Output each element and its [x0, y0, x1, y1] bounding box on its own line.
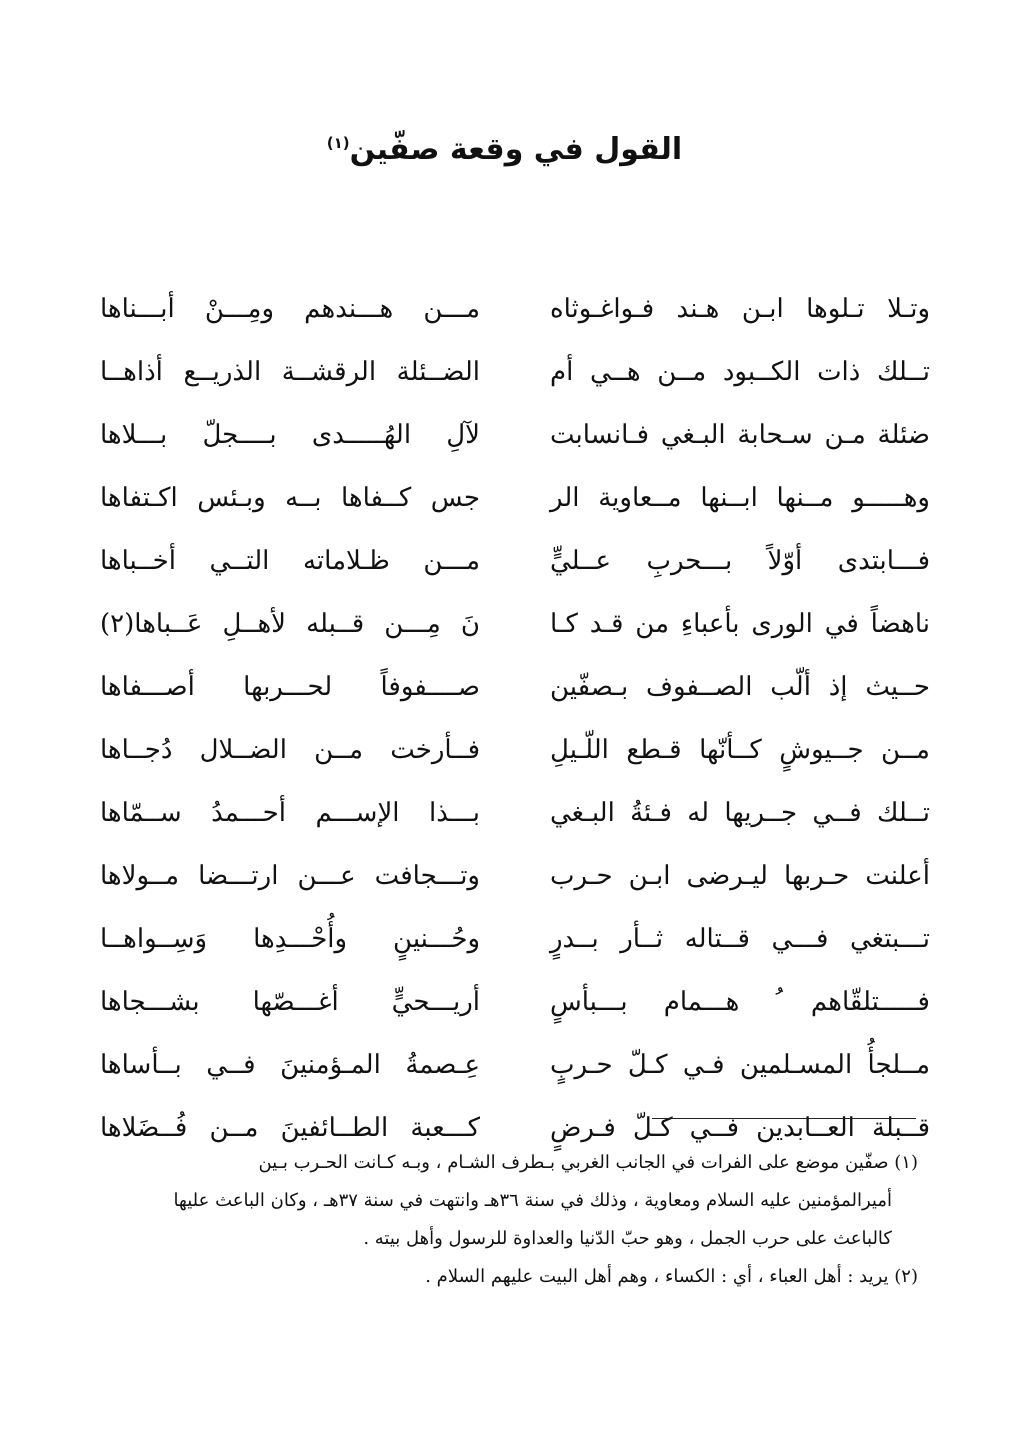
footnote-1-line-1: (١) صفّين موضع على الفرات في الجانب الغربي بـطرف الشـام ، وبـه كـانت الحـرب بـين	[258, 1152, 918, 1173]
footnote-divider	[652, 1118, 916, 1119]
verse-first-hemistich: قــبلة العــابدين فــي كـلّ فـرضٍ	[550, 1113, 930, 1143]
verse-first-hemistich: وهـــــو مــنها ابــنها مــعاوية الر	[550, 483, 930, 513]
verse-second-hemistich: مـــن ظـلاماته التــي أخــباها	[100, 546, 480, 576]
verse	[90, 922, 930, 985]
poem	[90, 292, 930, 1174]
verse-first-hemistich: ضئلة مـن سـحابة البـغي فـانسابت	[550, 420, 930, 450]
verse-first-hemistich: أعلنت حـربها ليـرضى ابـن حـرب	[550, 861, 930, 891]
verse-second-hemistich: فــأرخت مــن الضــلال دُجــاها	[100, 735, 480, 765]
footnote-1-line-2: أميرالمؤمنين عليه السلام ومعاوية ، وذلك في سنة ٣٦هـ وانتهت في سنة ٣٧هـ ، وكان الباعث عليها	[173, 1190, 892, 1211]
verse-second-hemistich: جس كــفاها بــه وبـئس اكـتفاها	[100, 483, 480, 513]
verse-second-hemistich: أريـــحيٍّ أغـــصّها بشـــجاها	[100, 987, 480, 1017]
verse	[90, 733, 930, 796]
verse	[90, 985, 930, 1048]
verse	[90, 607, 930, 670]
verse-second-hemistich: الضــئلة الرقشــة الذريــع أذاهــا	[100, 357, 480, 387]
verse-first-hemistich: وتـلا تـلوها ابـن هـند فـواغـوثاه	[550, 294, 930, 324]
verse	[90, 418, 930, 481]
verse-second-hemistich: عِـصمةُ المـؤمنينَ فــي بــأساها	[100, 1050, 480, 1080]
title-text: القول في وقعة صفّين	[349, 132, 683, 167]
footnote-1-line-3: كالباعث على حرب الجمل ، وهو حبّ الدّنيا والعداوة للرسول وأهل بيته .	[363, 1228, 892, 1249]
footnote-2	[92, 1258, 918, 1296]
footnotes	[92, 1144, 918, 1296]
verse-first-hemistich: حــيث إذ ألّب الصــفوف بـصفّين	[550, 672, 930, 702]
verse	[90, 292, 930, 355]
verse	[90, 544, 930, 607]
verse	[90, 355, 930, 418]
verse	[90, 1048, 930, 1111]
verse-second-hemistich: وتـــجافت عـــن ارتـــضا مــولاها	[100, 861, 480, 891]
verse	[90, 796, 930, 859]
footnote-1	[92, 1144, 918, 1258]
verse-second-hemistich: مـــن هـــندهم ومِـــنْ أبـــناها	[100, 294, 480, 324]
verse-second-hemistich: لآلِ الهُـــــدى بــــجلّ بـــلاها	[100, 420, 480, 450]
verse-first-hemistich: فـــــتلقّاهم ُ هـــمام بـــبأسٍ	[550, 987, 930, 1017]
verse-first-hemistich: مــن جــيوشٍ كــأنّها قـطع اللّـيلِ	[550, 735, 930, 765]
verse-first-hemistich: ناهضاً في الورى بأعباءِ من قـد كـا	[550, 609, 930, 639]
title-footnote-marker: (١)	[326, 134, 350, 152]
verse-second-hemistich: صــــفوفاً لحـــربها أصـــفاها	[100, 672, 480, 702]
page-title	[0, 132, 1009, 167]
verse-first-hemistich: تــلك فــي جــريها له فـئةُ البـغي	[550, 798, 930, 828]
verse-first-hemistich: تــلك ذات الكــبود مــن هــي أم	[550, 357, 930, 387]
verse	[90, 670, 930, 733]
verse-second-hemistich: نَ مِـــن قــبله لأهــلِ عَــباها(٢)	[100, 609, 480, 639]
verse-second-hemistich: بـــذا الإســـم أحـــمدُ ســمّاها	[100, 798, 480, 828]
verse-first-hemistich: مــلجأُ المسـلمين فـي كـلّ حـربٍ	[550, 1050, 930, 1080]
verse-first-hemistich: تـــبتغي فـــي قــتاله ثــأر بــدرٍ	[550, 924, 930, 954]
verse	[90, 481, 930, 544]
verse-first-hemistich: فـــابتدى أوّلاً بـــحربِ عــليٍّ	[550, 546, 930, 576]
footnote-2-text: (٢) يريد : أهل العباء ، أي : الكساء ، وهم أهل البيت عليهم السلام .	[425, 1266, 918, 1287]
verse-second-hemistich: كـــعبة الطــائفينَ مــن فُــضَلاها	[100, 1113, 480, 1143]
verse	[90, 859, 930, 922]
verse-second-hemistich: وحُـــنينٍ وأُحْـــدِها وَسِــواهــا	[100, 924, 480, 954]
